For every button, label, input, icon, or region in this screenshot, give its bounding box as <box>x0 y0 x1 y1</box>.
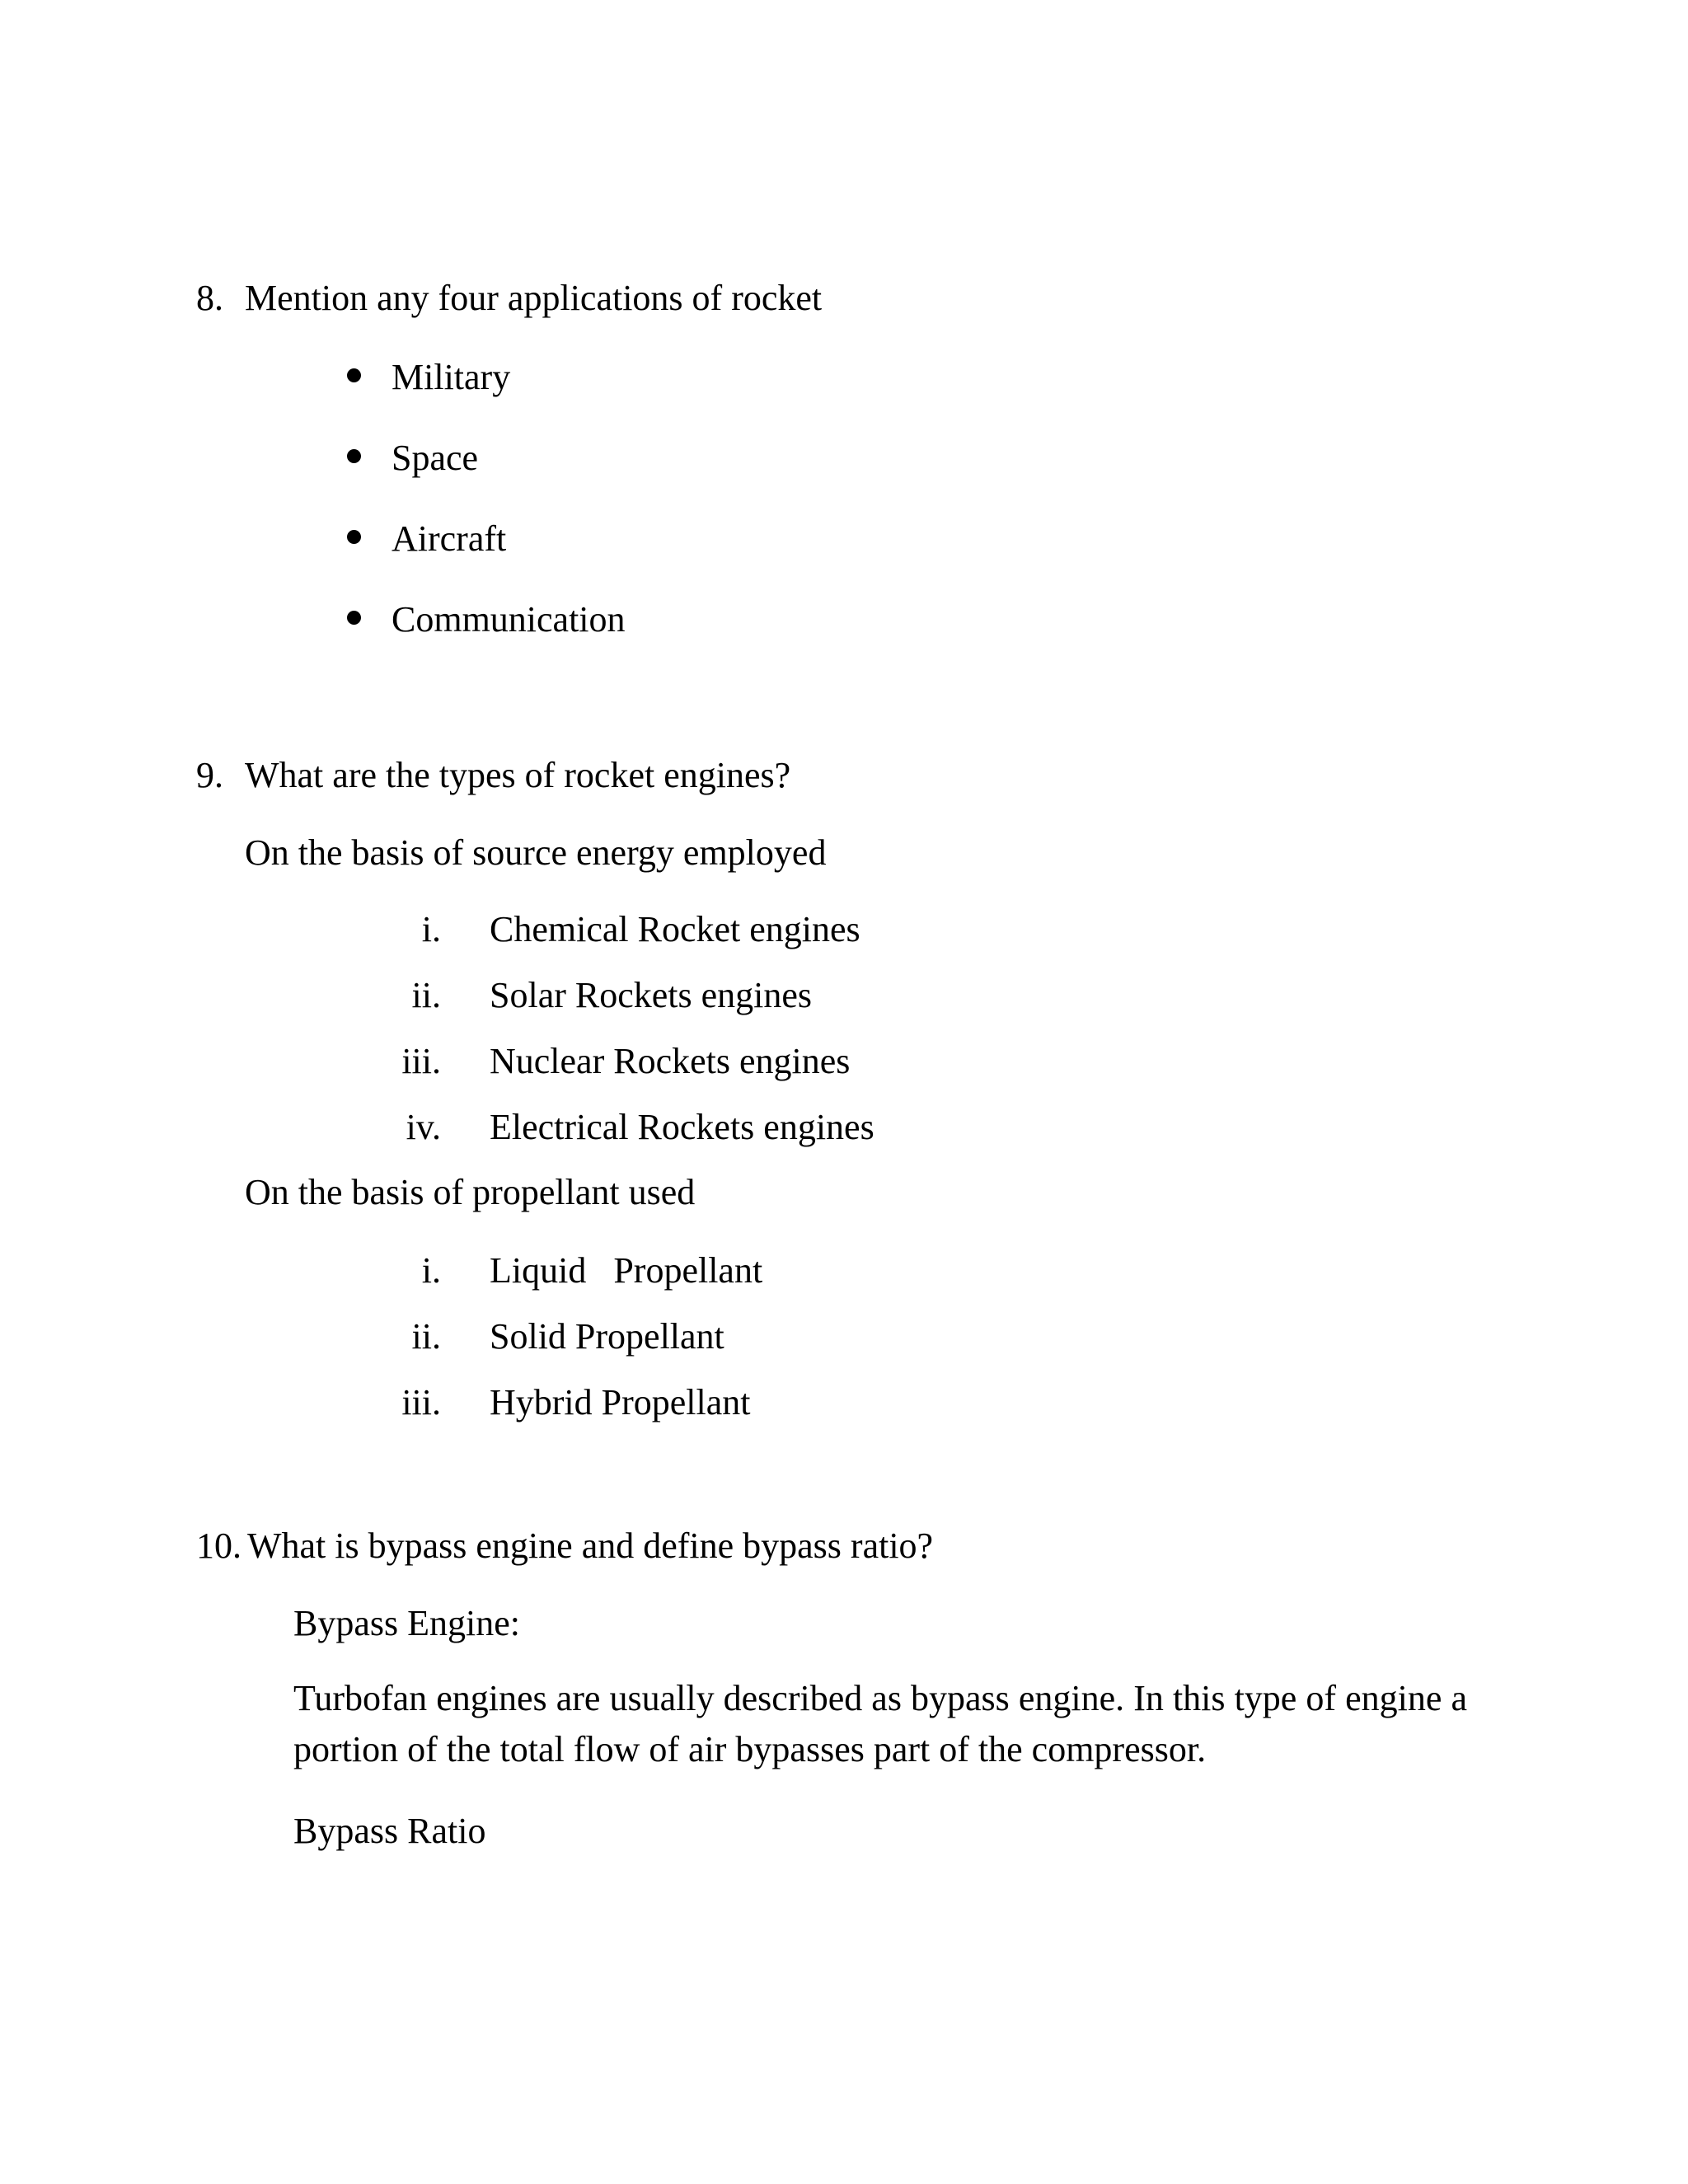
q8-item-aircraft: Aircraft <box>392 518 507 559</box>
q9-group2-item-1: Liquid Propellant <box>490 1250 763 1291</box>
q9-group2-num-2: ii. <box>411 1316 441 1357</box>
q9-group2-item-3: Hybrid Propellant <box>490 1382 751 1422</box>
q9-group2-num-1: i. <box>421 1250 441 1291</box>
q9-group1-num-4: iv. <box>406 1107 441 1147</box>
bullet-icon <box>347 611 361 625</box>
q8-item-military: Military <box>392 357 511 397</box>
q9-group1-heading: On the basis of source energy employed <box>245 832 827 873</box>
q10-number: 10. <box>196 1526 241 1566</box>
q9-group1-num-3: iii. <box>401 1041 441 1081</box>
q9-group1-item-4: Electrical Rockets engines <box>490 1107 874 1147</box>
q9-number: 9. <box>196 755 223 795</box>
q9-group1-num-1: i. <box>421 909 441 949</box>
bullet-icon <box>347 368 361 382</box>
q10-question: What is bypass engine and define bypass ratio? <box>247 1526 934 1566</box>
q9-group1-item-1: Chemical Rocket engines <box>490 909 860 949</box>
q9-group1-num-2: ii. <box>411 975 441 1015</box>
q10-subheading-bypass-engine: Bypass Engine: <box>293 1603 520 1643</box>
q8-question: Mention any four applications of rocket <box>245 278 823 318</box>
bullet-icon <box>347 530 361 544</box>
q8-item-space: Space <box>392 438 479 478</box>
q9-group2-num-3: iii. <box>401 1382 441 1422</box>
q9-group2-item-2: Solid Propellant <box>490 1316 724 1357</box>
bullet-icon <box>347 449 361 463</box>
q9-question: What are the types of rocket engines? <box>245 755 791 795</box>
q8-item-communication: Communication <box>392 599 626 640</box>
q9-group1-item-3: Nuclear Rockets engines <box>490 1041 851 1081</box>
q9-group1-item-2: Solar Rockets engines <box>490 975 813 1015</box>
q10-subheading-bypass-ratio: Bypass Ratio <box>293 1811 486 1851</box>
q10-paragraph: Turbofan engines are usually described as bypass engine. In this type of engine a portion of the total flow of air bypasses part of the compressor. <box>293 1678 1467 1769</box>
q9-group2-heading: On the basis of propellant used <box>245 1172 696 1212</box>
q8-number: 8. <box>196 278 223 318</box>
